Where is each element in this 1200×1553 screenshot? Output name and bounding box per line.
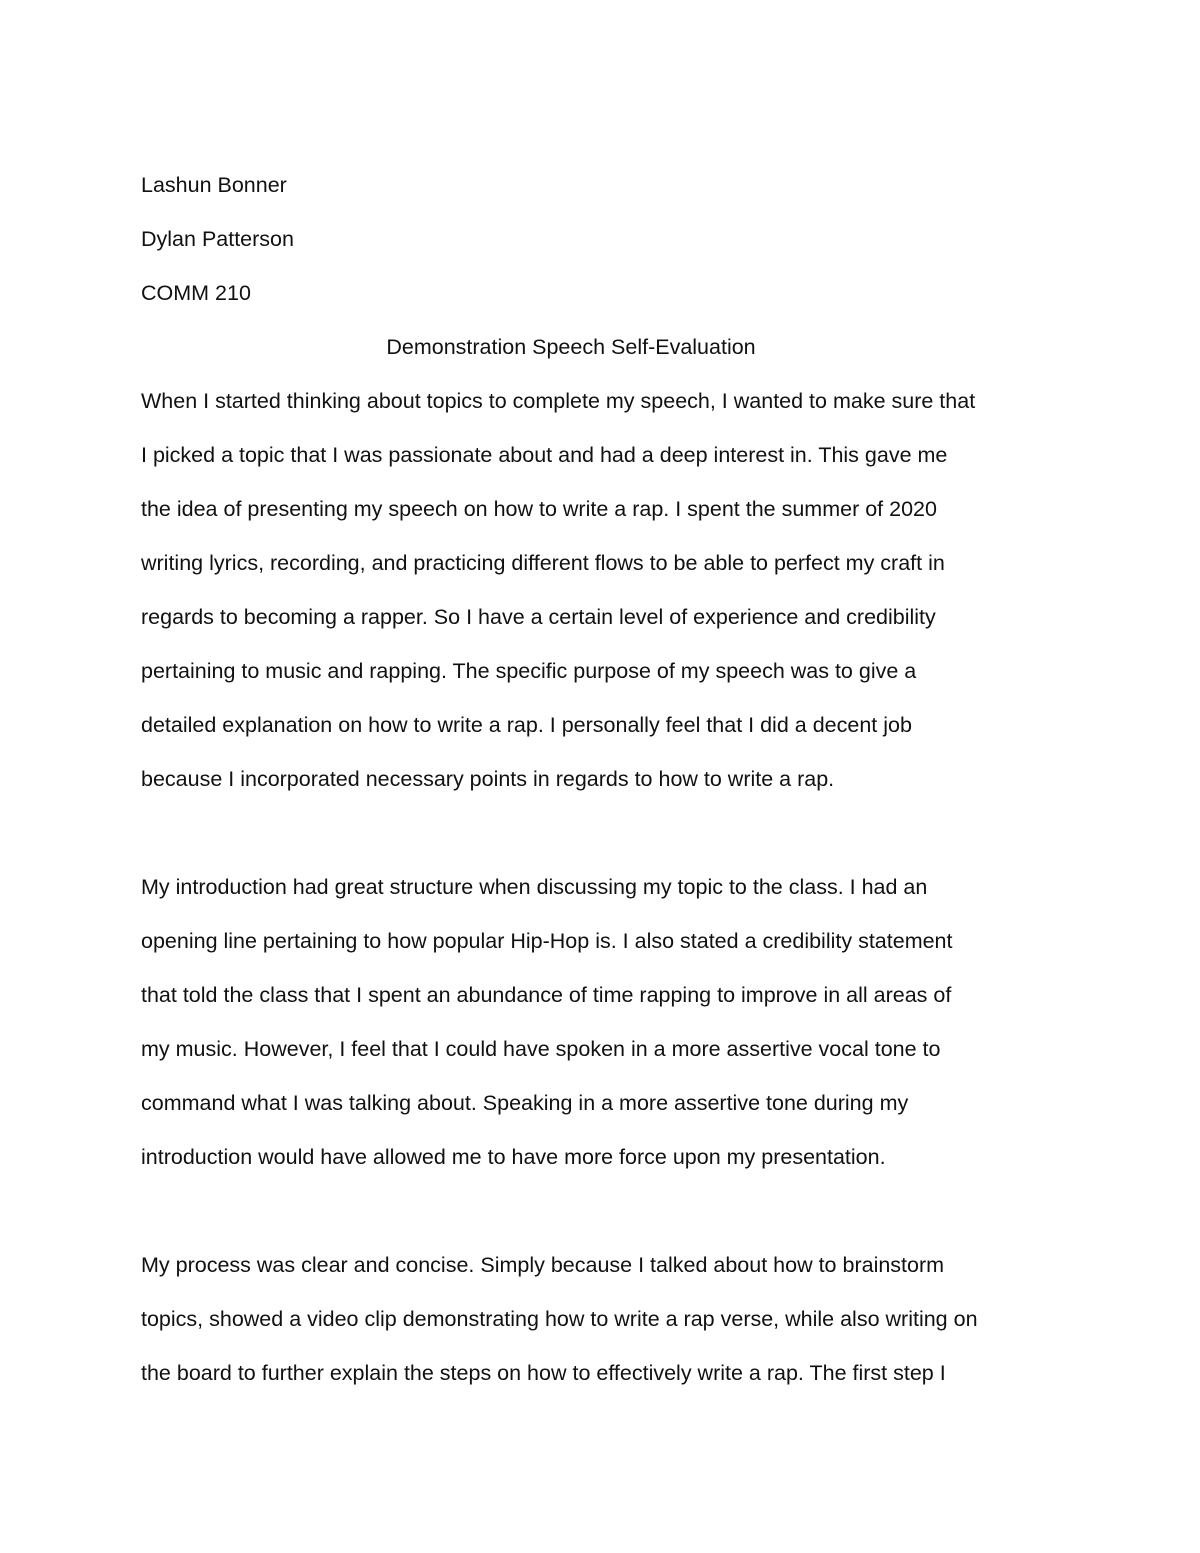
paragraph-line: My process was clear and concise. Simply because I talked about how to brainstorm — [141, 1253, 945, 1277]
course-code: COMM 210 — [141, 281, 251, 305]
paragraph-line: that told the class that I spent an abundance of time rapping to improve in all areas of — [141, 983, 952, 1007]
paragraph-line: regards to becoming a rapper. So I have a certain level of experience and credibility — [141, 605, 936, 629]
paragraph-2 — [141, 860, 1071, 1184]
paragraph-line: pertaining to music and rapping. The specific purpose of my speech was to give a — [141, 659, 917, 683]
paragraph-gap — [141, 806, 1071, 860]
paragraph-line: because I incorporated necessary points in regards to how to write a rap. — [141, 767, 835, 791]
paragraph-line: introduction would have allowed me to have more force upon my presentation. — [141, 1145, 886, 1169]
paragraph-line: the board to further explain the steps on how to effectively write a rap. The first step I — [141, 1361, 946, 1385]
paragraph-line: command what I was talking about. Speaking in a more assertive tone during my — [141, 1091, 909, 1115]
paragraph-line: the idea of presenting my speech on how to write a rap. I spent the summer of 2020 — [141, 497, 937, 521]
paragraph-line: topics, showed a video clip demonstrating how to write a rap verse, while also writing on — [141, 1307, 978, 1331]
document-body — [141, 158, 1071, 1400]
paragraph-line: opening line pertaining to how popular Hip-Hop is. I also stated a credibility statement — [141, 929, 953, 953]
document-title: Demonstration Speech Self-Evaluation — [386, 335, 756, 359]
paragraph-3 — [141, 1238, 1071, 1400]
paragraph-line: my music. However, I feel that I could have spoken in a more assertive vocal tone to — [141, 1037, 941, 1061]
instructor-name: Dylan Patterson — [141, 227, 294, 251]
paragraph-gap — [141, 1184, 1071, 1238]
paragraph-line: I picked a topic that I was passionate about and had a deep interest in. This gave me — [141, 443, 948, 467]
paragraph-line: detailed explanation on how to write a rap. I personally feel that I did a decent job — [141, 713, 912, 737]
paragraph-line: My introduction had great structure when discussing my topic to the class. I had an — [141, 875, 928, 899]
paragraph-line: writing lyrics, recording, and practicing different flows to be able to perfect my craft in — [141, 551, 945, 575]
paragraph-line: When I started thinking about topics to complete my speech, I wanted to make sure that — [141, 389, 976, 413]
student-name: Lashun Bonner — [141, 173, 287, 197]
paragraph-1 — [141, 374, 1071, 806]
